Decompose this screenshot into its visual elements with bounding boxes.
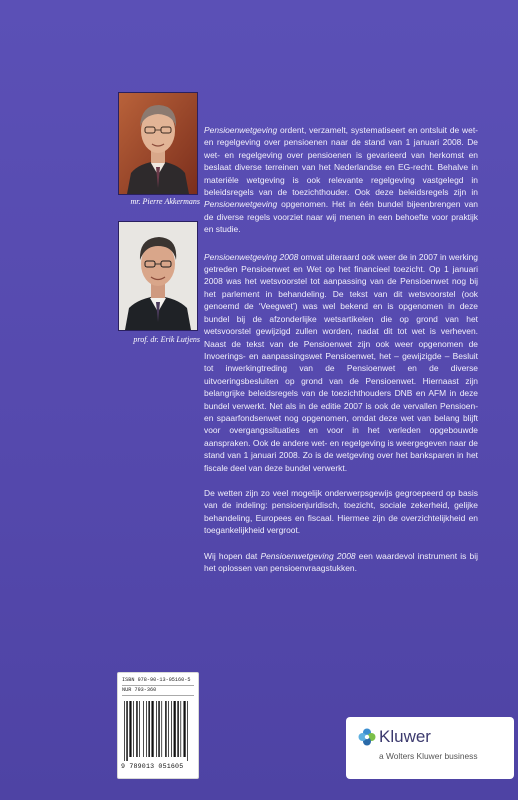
- text-run: een waardevol instrument is bij het oplossen van pensioenvraagstukken.: [204, 550, 479, 573]
- barcode-bar: [124, 701, 125, 761]
- kluwer-flower-icon: [358, 728, 376, 746]
- barcode-bar: [139, 701, 140, 757]
- portrait-caption: mr. Pierre Akkermans: [130, 197, 200, 206]
- barcode-bar: [183, 701, 185, 757]
- barcode-bar: [126, 701, 128, 761]
- barcode-bar: [180, 701, 181, 757]
- barcode-digits: 9 789013 051605: [121, 763, 184, 770]
- barcode-bar: [161, 701, 162, 757]
- barcode-bar: [177, 701, 179, 757]
- book-title-italic: Pensioenwetgeving: [204, 125, 278, 135]
- barcode-bar: [158, 701, 160, 757]
- barcode-bar: [171, 701, 172, 757]
- nur-code: NUR 793-360: [122, 686, 194, 696]
- text-run: omvat uiteraard ook weer de in 2007 in werking getreden Pensioenwet en Wet op het financieel toezicht. Op 1 januari 2008 was het wetsvoorstel tot aanpassing van de Pensioenwet nog bij het parlement in behandeling. De tekst van dit wetsvoorstel (ook genoemd de ‘Veegwet’) was wel bekend en is opgenomen in deze bundel bij de afzonderlijke wetsartikelen die op grond van het wetsvoorstel gewijzigd zullen worden, nadat dit tot wet is verheven. Naast de tekst van de Pensioenwet zijn ook weer opgenomen de Invoerings- en aanpassingswet Pensioenwet, het – gewijzigde – Besluit tot inwerkingtreding van de Pensioenwet en de diverse uitvoeringsbesluiten op grond van de Pensioenwet. Hiernaast zijn belangrijke beleidsregels van de toezichthouders DNB en AFM in deze bundel verwerkt. Net als in de editie 2007 is ook de vervallen Pensioen- en spaarfondsenwet nog opgenomen, omdat deze wet van belang blijft voor overgangssituaties en voor in het verleden opgebouwde aanspraken. Ook de andere wet- en regelgeving is weergegeven naar de stand van 1 januari 2008. Zo is de wetgeving over het banksparen in het fiscale deel van deze bundel verwerkt.: [204, 251, 478, 473]
- barcode-label: [117, 672, 199, 779]
- publisher-tagline: a Wolters Kluwer business: [379, 751, 478, 761]
- barcode-bar: [143, 701, 144, 757]
- barcode-bar: [148, 701, 150, 757]
- barcode-bar: [136, 701, 138, 757]
- barcode-bars-icon: [123, 701, 193, 761]
- publisher-logo-box: [346, 717, 514, 779]
- blurb-paragraph: [204, 487, 478, 537]
- barcode-bar: [174, 701, 176, 757]
- barcode-bar: [156, 701, 157, 757]
- portrait-photo-lutjens: [118, 221, 198, 331]
- text-run: De wetten zijn zo veel mogelijk onderwerpsgewijs gegroepeerd op basis van de indeling: pensioenjuridisch, toezicht, sociale zekerheid, gelijke behandeling, Europees en fiscaal. Hiermee zijn de overzichtelijkheid en toegankelijkheid vergroot.: [204, 487, 478, 536]
- portrait-photo-akkermans: [118, 92, 198, 195]
- text-run: Wij hopen dat: [204, 550, 261, 561]
- barcode-bar: [146, 701, 147, 757]
- book-title-italic: Pensioenwetgeving 2008: [204, 251, 299, 262]
- barcode-bar: [151, 701, 153, 757]
- book-title-italic: Pensioenwetgeving 2008: [260, 550, 356, 561]
- barcode-bar: [168, 701, 169, 757]
- text-run: opgenomen. Het in één bundel bijeenbrengen van de diverse regels voorziet naar wij menen in een behoefte voor praktijk en studie.: [204, 199, 478, 235]
- barcode-bar: [129, 701, 131, 757]
- blurb-paragraph: [204, 251, 478, 474]
- barcode-bar: [133, 701, 134, 757]
- isbn-number: ISBN 978-90-13-05160-5: [122, 676, 194, 686]
- publisher-name: Kluwer: [379, 727, 431, 746]
- blurb-paragraph: [204, 550, 478, 575]
- barcode-bar: [165, 701, 167, 757]
- text-run: ordent, verzamelt, systematiseert en ontsluit de wet- en regelgeving over pensioenen naar de stand van 1 januari 2008. De wet- en regelgeving over pensioenen is gevarieerd van herkomst en beslaat diverse terreinen van het Nederlandse en EG-recht. Behalve in materiële wetgeving is ook relevante regelgeving vastgelegd in beleidsregels van de toezichthouder. Ook deze beleidsregels zijn in: [204, 125, 478, 198]
- blurb-paragraph: [204, 124, 478, 236]
- book-title-italic: Pensioenwetgeving: [204, 199, 278, 210]
- barcode-bar: [187, 701, 188, 761]
- portrait-caption: prof. dr. Erik Lutjens: [133, 335, 200, 344]
- blurb-text: [204, 124, 478, 587]
